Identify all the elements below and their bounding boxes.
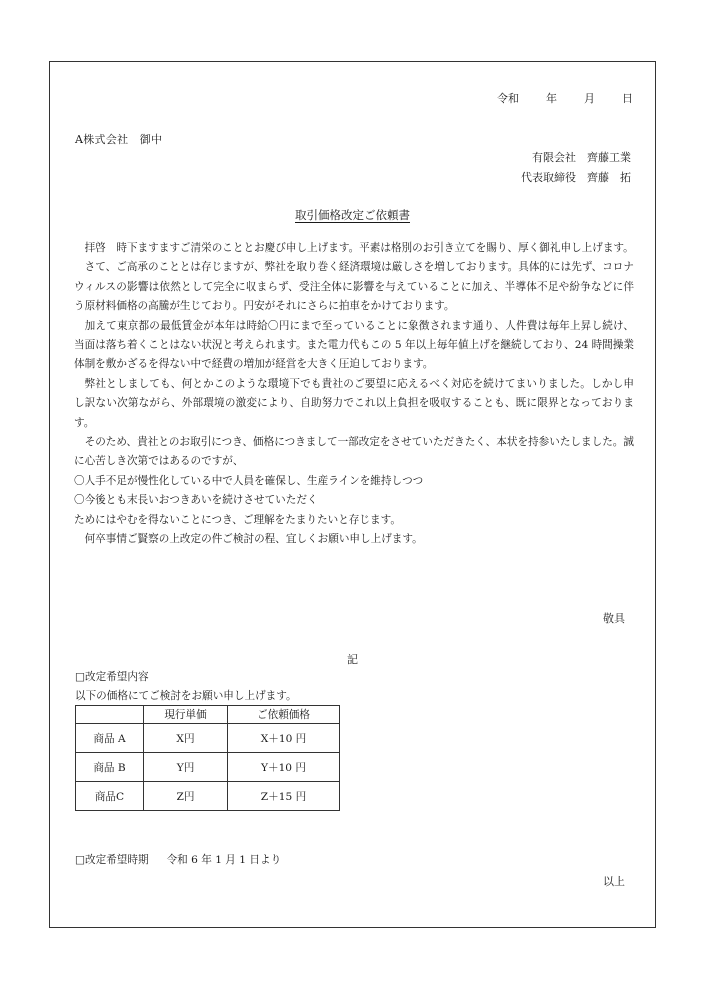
body-paragraph: そのため、貴社とのお取引につき、価格につきまして一部改定をさせていただきたく、本状を持参いたしました。誠に心苦しき次第ではあるのですが、	[74, 436, 634, 468]
ki-heading: 記	[347, 653, 358, 666]
date-month-unit: 月	[584, 92, 595, 105]
table-cell: Z＋15 円	[228, 782, 340, 811]
table-row	[76, 782, 340, 811]
sender-representative: 代表取締役 齊藤 拓	[521, 171, 631, 184]
date-day-unit: 日	[622, 92, 633, 105]
table-header-row	[76, 706, 340, 724]
document-title: 取引価格改定ご依頼書	[295, 208, 410, 222]
body-paragraph: 何卒事情ご賢察の上改定の件ご検討の程、宜しくお願い申し上げます。	[84, 533, 423, 546]
table-cell: 商品C	[76, 782, 144, 811]
document-page	[49, 61, 656, 928]
closing-ijou: 以上	[603, 875, 625, 888]
body-line: ためにはやむを得ないことにつき、ご理解をたまりたいと存じます。	[74, 513, 401, 526]
table-cell: 商品 A	[76, 724, 144, 753]
body-paragraph: 加えて東京都の最低賃金が本年は時給〇円にまで至っていることに象徴されます通り、人件費は毎年上昇し続け、当面は落ち着くことはない状況と考えられます。また電力代もこの 5 年以上毎年値上げを継続しており、24 時間操業体制を敷かざるを得ない中で経費の増加が経営を大きく圧迫しております。	[74, 319, 634, 371]
section-revision-timing-title: □改定希望時期	[75, 854, 149, 866]
price-table	[75, 705, 340, 811]
letter-body	[74, 239, 634, 550]
closing-keigu: 敬具	[603, 612, 625, 625]
section-revision-timing-value: 令和 6 年 1 月 1 日より	[166, 854, 282, 866]
section-revision-content-lead: 以下の価格にてご検討をお願い申し上げます。	[75, 690, 297, 702]
body-bullet: 〇今後とも末長いおつきあいを続けさせていただく	[74, 494, 318, 507]
body-bullet: 〇人手不足が慢性化している中で人員を確保し、生産ラインを維持しつつ	[74, 474, 424, 487]
table-row	[76, 724, 340, 753]
table-cell: X円	[144, 724, 228, 753]
table-cell: X＋10 円	[228, 724, 340, 753]
table-header-cell: ご依頼価格	[228, 706, 340, 724]
addressee: A株式会社 御中	[75, 133, 163, 146]
date-line	[497, 90, 633, 106]
sender-company: 有限会社 齊藤工業	[532, 151, 631, 164]
body-paragraph: 弊社としましても、何とかこのような環境下でも貴社のご要望に応えるべく対応を続けてまいりました。しかし申し訳ない次第ながら、外部環境の激変により、自助努力でこれ以上負担を吸収することも、既に限界となっております。	[74, 377, 634, 429]
body-paragraph: 拝啓 時下ますますご清栄のこととお慶び申し上げます。平素は格別のお引き立てを賜り、厚く御礼申し上げます。	[84, 242, 634, 254]
table-row	[76, 753, 340, 782]
table-cell: Y円	[144, 753, 228, 782]
table-header-cell	[76, 706, 144, 724]
date-era: 令和	[497, 92, 519, 105]
body-paragraph: さて、ご高承のこととは存じますが、弊社を取り巻く経済環境は厳しさを増しております。具体的には先ず、コロナウィルスの影響は依然として完全に収まらず、受注全体に影響を与えていることに加え、半導体不足や紛争などに伴う原材料価格の高騰が生じており。円安がそれにさらに拍車をかけております。	[74, 261, 634, 313]
date-year-unit: 年	[546, 92, 557, 105]
table-cell: 商品 B	[76, 753, 144, 782]
table-cell: Y＋10 円	[228, 753, 340, 782]
table-cell: Z円	[144, 782, 228, 811]
table-header-cell: 現行単価	[144, 706, 228, 724]
section-revision-timing	[75, 852, 281, 867]
section-revision-content-title: □改定希望内容	[75, 671, 149, 683]
